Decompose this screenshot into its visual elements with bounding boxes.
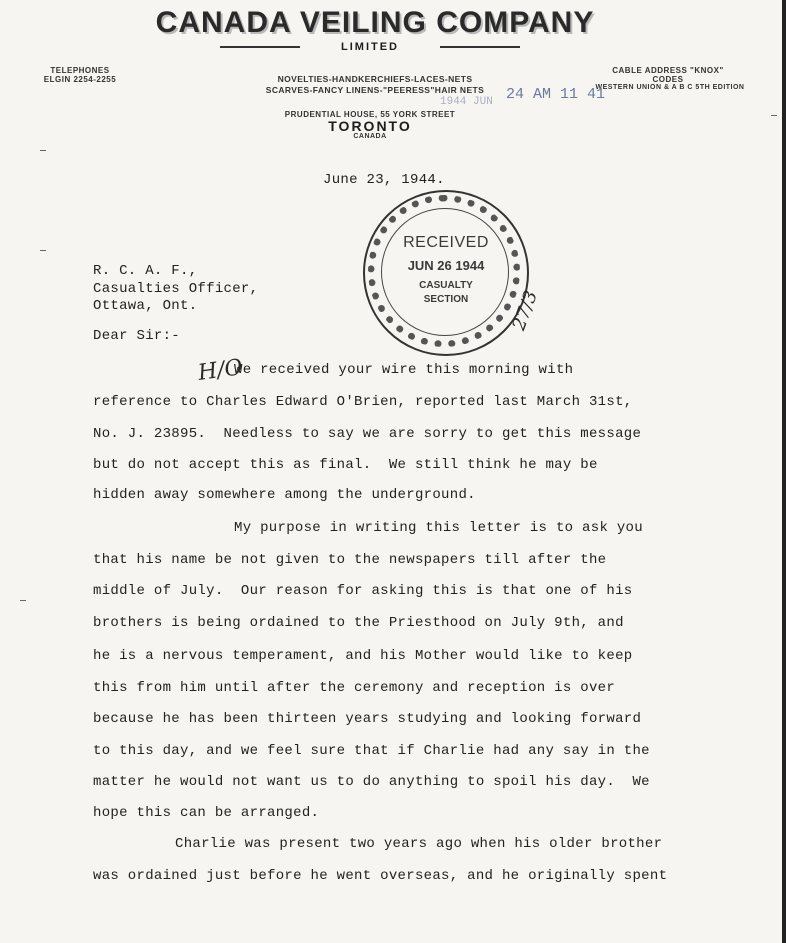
margin-mark bbox=[40, 150, 46, 151]
body-line: he is a nervous temperament, and his Mother would like to keep bbox=[93, 648, 633, 664]
body-line: My purpose in writing this letter is to ask you bbox=[234, 520, 643, 536]
body-line: was ordained just before he went overseas, and he originally spent bbox=[93, 868, 668, 884]
seal-date: JUN 26 1944 bbox=[407, 258, 485, 273]
body-line: reference to Charles Edward O'Brien, reported last March 31st, bbox=[93, 394, 633, 410]
body-line: to this day, and we feel sure that if Charlie had any say in the bbox=[93, 743, 650, 759]
body-line: matter he would not want us to do anything to spoil his day. We bbox=[93, 774, 650, 790]
city-name: TORONTO bbox=[328, 118, 412, 134]
body-line: middle of July. Our reason for asking this is that one of his bbox=[93, 583, 633, 599]
letter-date: June 23, 1944. bbox=[323, 172, 445, 188]
received-stamp-faint: 1944 JUN bbox=[440, 96, 493, 108]
recipient-line-1: R. C. A. F., bbox=[93, 263, 198, 279]
body-line: No. J. 23895. Needless to say we are sorry to get this message bbox=[93, 426, 642, 442]
telephones-label: TELEPHONES bbox=[50, 66, 110, 75]
received-seal bbox=[363, 190, 529, 356]
page-edge bbox=[782, 0, 786, 943]
body-line: this from him until after the ceremony and reception is over bbox=[93, 680, 616, 696]
salutation: Dear Sir:- bbox=[93, 328, 181, 344]
company-limited: LIMITED bbox=[341, 41, 399, 53]
body-line: because he has been thirteen years studying and looking forward bbox=[93, 711, 642, 727]
body-line: that his name be not given to the newspapers till after the bbox=[93, 552, 607, 568]
seal-section-2: SECTION bbox=[423, 294, 469, 305]
seal-received: RECEIVED bbox=[403, 234, 489, 251]
margin-mark bbox=[40, 250, 46, 251]
goods-line-2: SCARVES-FANCY LINENS-"PEERESS"HAIR NETS bbox=[265, 85, 485, 95]
cable-address: CABLE ADDRESS "KNOX" bbox=[612, 66, 724, 75]
recipient-line-2: Casualties Officer, bbox=[93, 281, 259, 297]
company-name: CANADA VEILING COMPANY bbox=[155, 6, 595, 39]
cable-code-editions: WESTERN UNION & A B C 5TH EDITION bbox=[595, 84, 745, 91]
margin-mark bbox=[20, 600, 26, 601]
body-line: hidden away somewhere among the underground. bbox=[93, 487, 476, 503]
body-line: brothers is being ordained to the Priesthood on July 9th, and bbox=[93, 615, 624, 631]
body-line: hope this can be arranged. bbox=[93, 805, 320, 821]
body-line: We received your wire this morning with bbox=[234, 362, 574, 378]
seal-section-1: CASUALTY bbox=[419, 280, 473, 291]
body-line: Charlie was present two years ago when his older brother bbox=[175, 836, 663, 852]
country-name: CANADA bbox=[353, 133, 387, 140]
body-line: but do not accept this as final. We still think he may be bbox=[93, 457, 598, 473]
handwritten-mark: H/O bbox=[196, 355, 245, 386]
goods-line-1: NOVELTIES-HANDKERCHIEFS-LACES-NETS bbox=[277, 74, 473, 84]
telephones-value: ELGIN 2254-2255 bbox=[43, 75, 117, 84]
received-stamp-time: 24 AM 11 41 bbox=[506, 86, 606, 103]
cable-codes: CODES bbox=[652, 75, 684, 84]
margin-mark bbox=[771, 115, 777, 116]
seal-hand-annotation: 27/3 bbox=[508, 287, 542, 334]
recipient-line-3: Ottawa, Ont. bbox=[93, 298, 198, 314]
street-address: PRUDENTIAL HOUSE, 55 YORK STREET bbox=[284, 110, 456, 119]
